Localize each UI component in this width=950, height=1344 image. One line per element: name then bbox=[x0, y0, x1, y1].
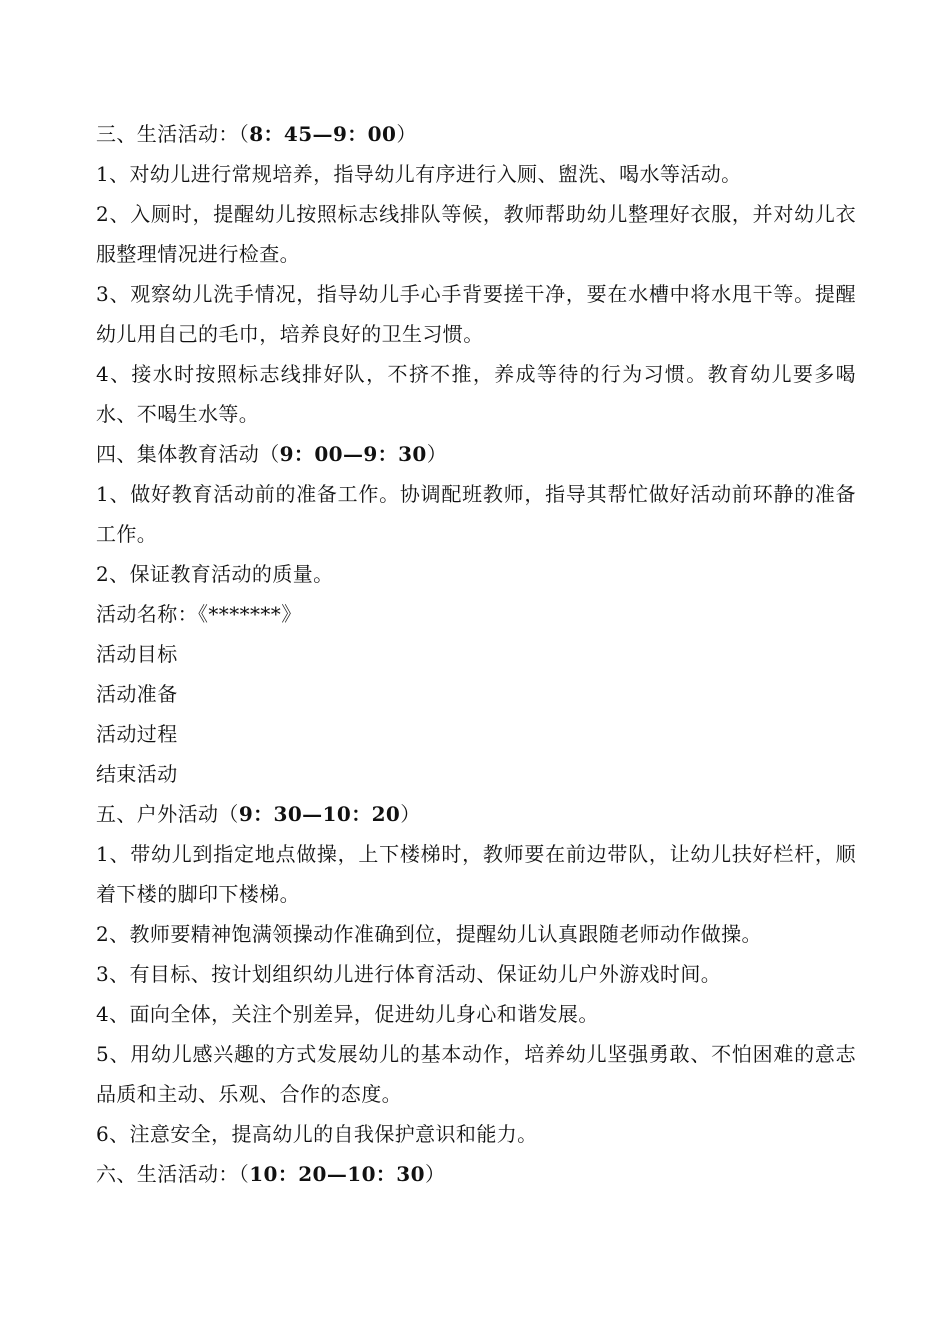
paragraph-item: 3、观察幼儿洗手情况，指导幼儿手心手背要搓干净，要在水槽中将水甩干等。提醒幼儿用自己的毛巾，培养良好的卫生习惯。 bbox=[96, 282, 856, 346]
paragraph-item: 5、用幼儿感兴趣的方式发展幼儿的基本动作，培养幼儿坚强勇敢、不怕困难的意志品质和主动、乐观、合作的态度。 bbox=[96, 1042, 856, 1106]
paragraph-item: 3、有目标、按计划组织幼儿进行体育活动、保证幼儿户外游戏时间。 bbox=[96, 962, 722, 986]
heading-time: 9：30—10：20 bbox=[238, 802, 401, 826]
activity-name-line: 活动名称：《*******》 bbox=[96, 602, 302, 626]
heading-time: 9：00—9：30 bbox=[279, 442, 427, 466]
paragraph-item: 6、注意安全，提高幼儿的自我保护意识和能力。 bbox=[96, 1122, 538, 1146]
document-page bbox=[96, 114, 856, 1194]
section-heading-outdoor-activity bbox=[96, 794, 856, 834]
section-heading-life-activity-1 bbox=[96, 114, 856, 154]
heading-prefix: 四、集体教育活动（ bbox=[96, 442, 280, 466]
heading-time: 10：20—10：30 bbox=[249, 1162, 425, 1186]
paragraph-item: 1、做好教育活动前的准备工作。协调配班教师，指导其帮忙做好活动前环静的准备工作。 bbox=[96, 482, 856, 546]
activity-goal-line: 活动目标 bbox=[96, 642, 178, 666]
section-heading-group-education bbox=[96, 434, 856, 474]
heading-prefix: 六、生活活动：（ bbox=[96, 1162, 250, 1186]
heading-prefix: 三、生活活动：（ bbox=[96, 122, 250, 146]
activity-process-line: 活动过程 bbox=[96, 722, 178, 746]
paragraph-item: 4、接水时按照标志线排好队，不挤不推，养成等待的行为习惯。教育幼儿要多喝水、不喝生水等。 bbox=[96, 362, 856, 426]
paragraph-item: 1、带幼儿到指定地点做操，上下楼梯时，教师要在前边带队，让幼儿扶好栏杆，顺着下楼的脚印下楼梯。 bbox=[96, 842, 856, 906]
heading-suffix: ） bbox=[400, 802, 421, 826]
paragraph-item: 4、面向全体，关注个别差异，促进幼儿身心和谐发展。 bbox=[96, 1002, 599, 1026]
paragraph-item: 2、教师要精神饱满领操动作准确到位，提醒幼儿认真跟随老师动作做操。 bbox=[96, 922, 762, 946]
paragraph-item: 2、入厕时，提醒幼儿按照标志线排队等候，教师帮助幼儿整理好衣服，并对幼儿衣服整理情况进行检查。 bbox=[96, 202, 856, 266]
heading-time: 8：45—9：00 bbox=[249, 122, 397, 146]
heading-suffix: ） bbox=[426, 442, 448, 466]
activity-prep-line: 活动准备 bbox=[96, 682, 178, 706]
heading-suffix: ） bbox=[396, 122, 417, 146]
heading-prefix: 五、户外活动（ bbox=[96, 802, 239, 826]
heading-suffix: ） bbox=[424, 1162, 446, 1186]
paragraph-item: 1、对幼儿进行常规培养，指导幼儿有序进行入厕、盥洗、喝水等活动。 bbox=[96, 162, 742, 186]
section-heading-life-activity-2 bbox=[96, 1154, 856, 1194]
activity-end-line: 结束活动 bbox=[96, 762, 178, 786]
paragraph-item: 2、保证教育活动的质量。 bbox=[96, 562, 334, 586]
